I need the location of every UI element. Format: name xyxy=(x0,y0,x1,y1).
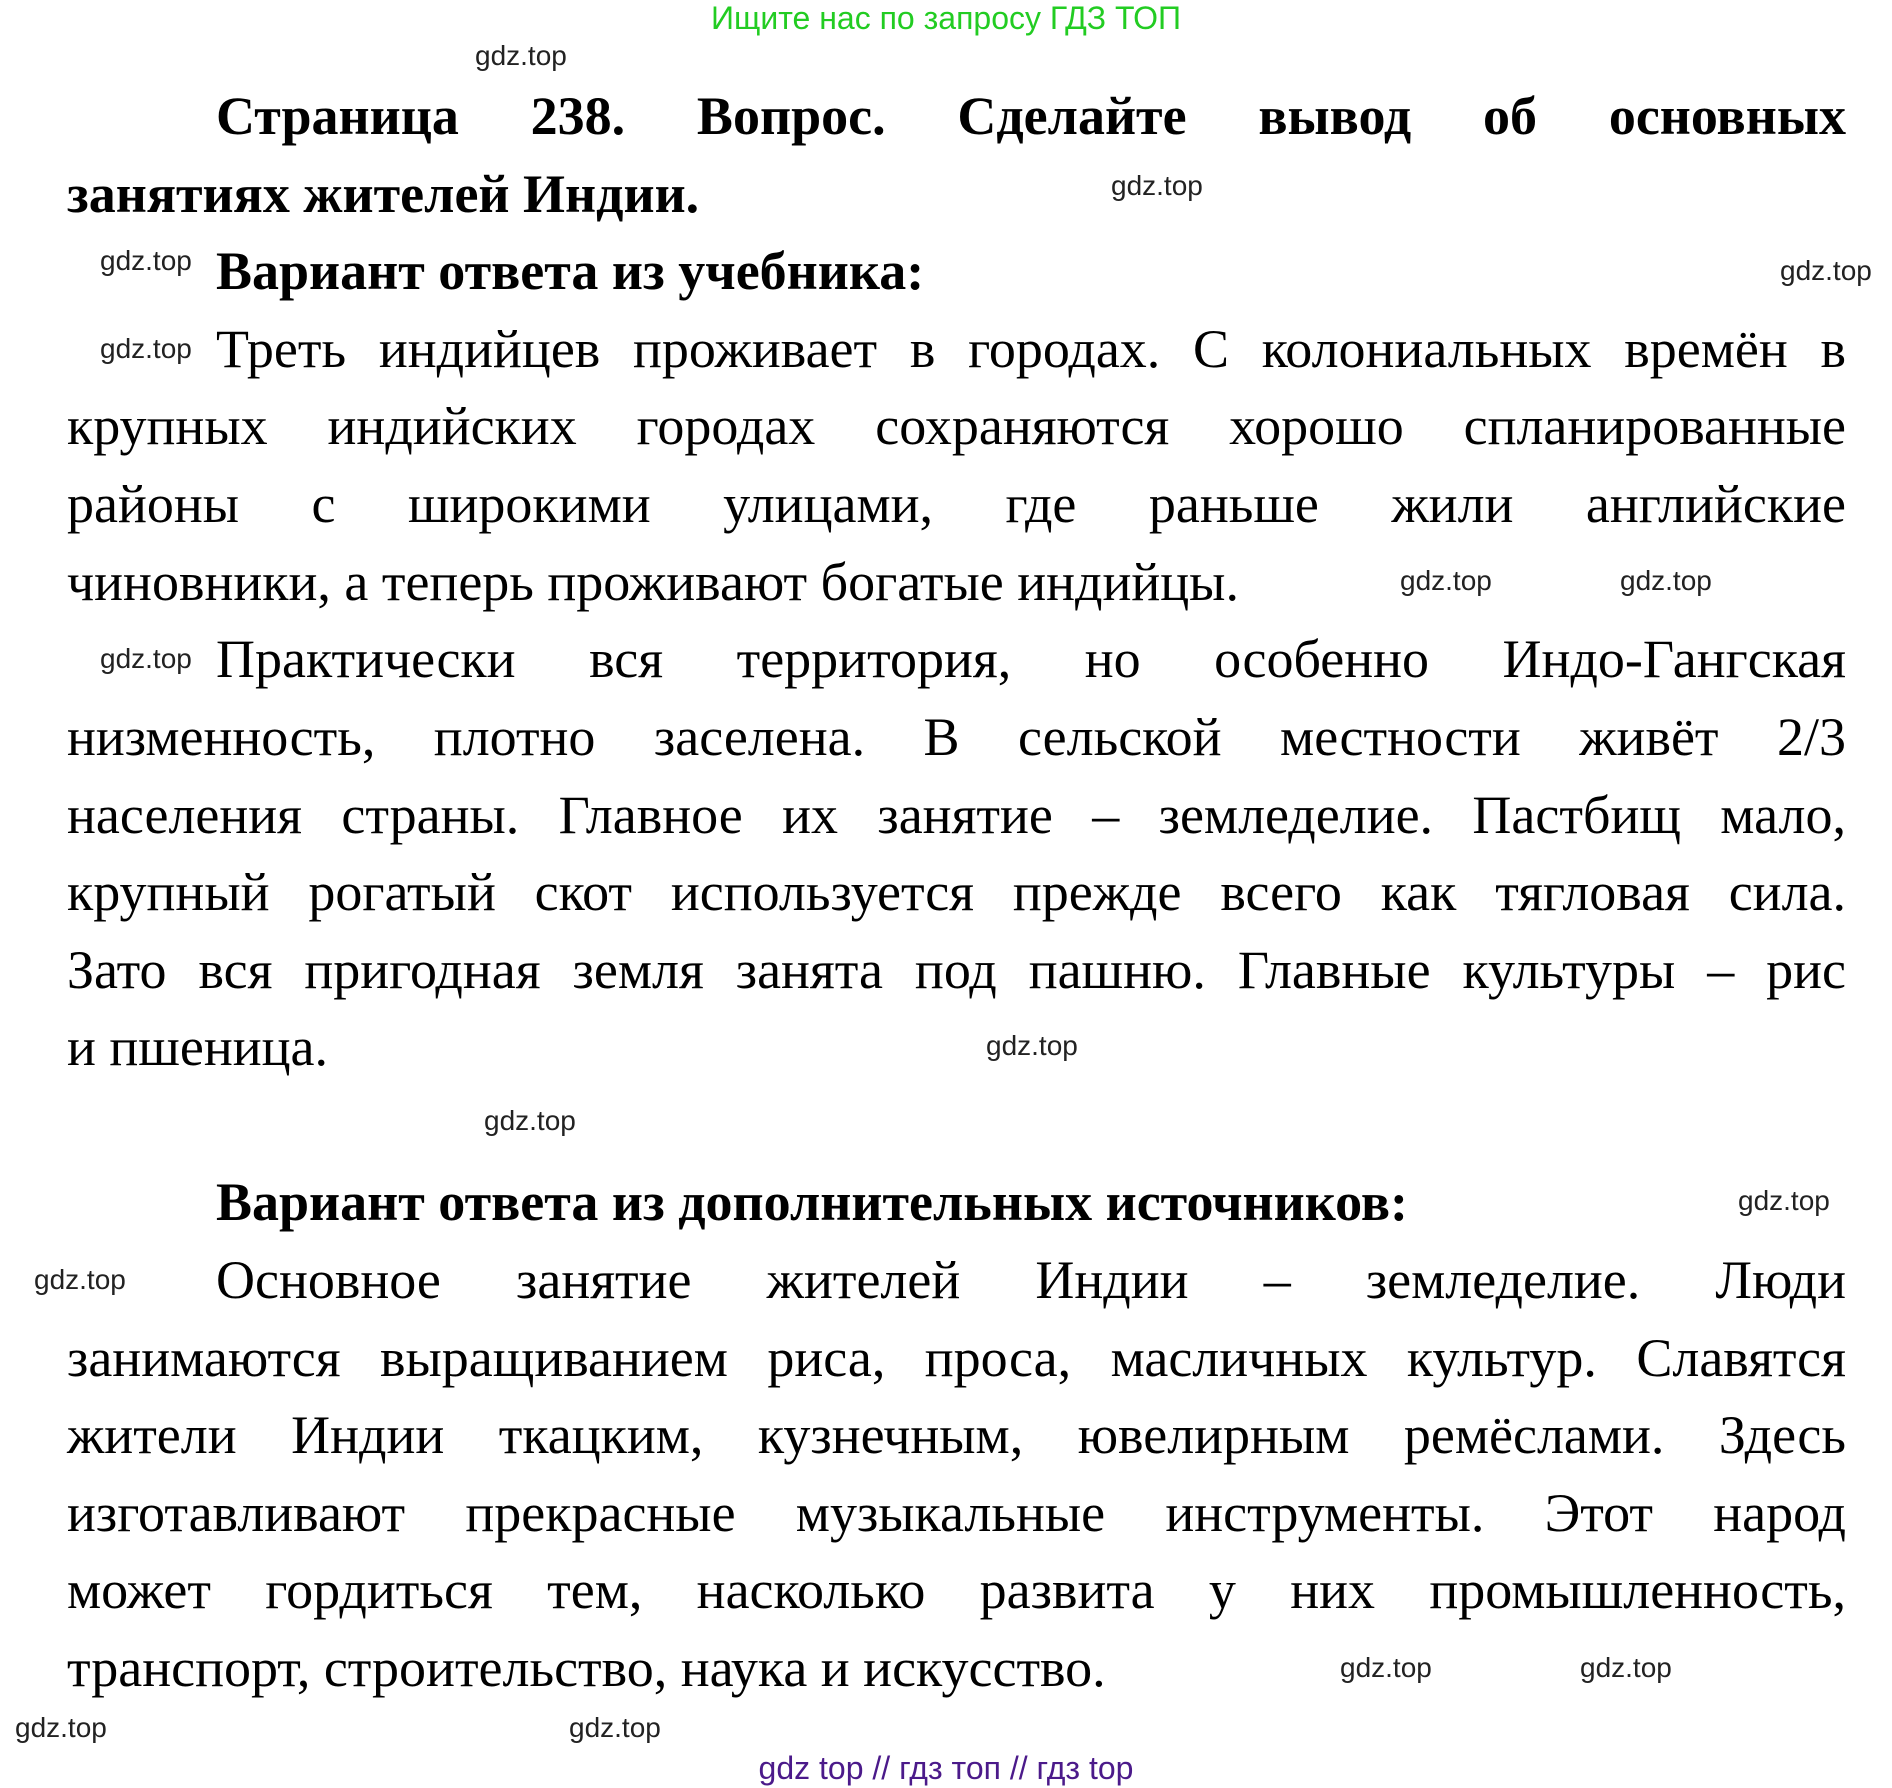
paragraph-line: и пшеница. xyxy=(67,1017,329,1077)
paragraph-line: жители Индии ткацким, кузнечным, ювелирным ремёслами. Здесь xyxy=(67,1405,1846,1465)
watermark: gdz.top xyxy=(1340,1652,1432,1683)
question-title-line-2: занятиях жителей Индии. xyxy=(67,164,700,224)
paragraph-line: низменность, плотно заселена. В сельской местности живёт 2/3 xyxy=(67,707,1846,767)
watermark: gdz.top xyxy=(34,1264,126,1295)
paragraph-line: изготавливают прекрасные музыкальные инструменты. Этот народ xyxy=(67,1483,1846,1543)
watermark: gdz.top xyxy=(100,643,192,674)
paragraph-line: может гордиться тем, насколько развита у них промышленность, xyxy=(67,1560,1846,1620)
watermark: gdz.top xyxy=(569,1712,661,1743)
watermark: gdz.top xyxy=(1400,565,1492,596)
watermark: gdz.top xyxy=(1620,565,1712,596)
paragraph-line: крупных индийских городах сохраняются хорошо спланированные xyxy=(67,396,1846,456)
paragraph-line: Зато вся пригодная земля занята под пашню. Главные культуры – рис xyxy=(67,940,1846,1000)
watermark: gdz.top xyxy=(1780,255,1872,286)
watermark: gdz.top xyxy=(100,333,192,364)
paragraph-line: транспорт, строительство, наука и искусство. xyxy=(67,1638,1106,1698)
watermark: gdz.top xyxy=(15,1712,107,1743)
paragraph-line: крупный рогатый скот используется прежде всего как тягловая сила. xyxy=(67,862,1846,922)
watermark: gdz.top xyxy=(1738,1185,1830,1216)
textbook-answer-heading: Вариант ответа из учебника: xyxy=(216,241,925,301)
additional-answer-heading: Вариант ответа из дополнительных источников: xyxy=(216,1172,1408,1232)
paragraph-line: занимаются выращиванием риса, проса, масличных культур. Славятся xyxy=(67,1328,1846,1388)
paragraph-line: Практически вся территория, но особенно Индо-Гангская xyxy=(216,629,1846,689)
paragraph-line: районы с широкими улицами, где раньше жили английские xyxy=(67,474,1846,534)
paragraph-line: Треть индийцев проживает в городах. С колониальных времён в xyxy=(216,319,1846,379)
top-banner: Ищите нас по запросу ГДЗ ТОП xyxy=(711,0,1181,36)
watermark: gdz.top xyxy=(1580,1652,1672,1683)
watermark: gdz.top xyxy=(475,40,567,71)
watermark: gdz.top xyxy=(986,1030,1078,1061)
watermark: gdz.top xyxy=(1111,170,1203,201)
bottom-banner: gdz top // гдз топ // гдз top xyxy=(758,1750,1134,1786)
question-title-line-1: Страница 238. Вопрос. Сделайте вывод об основных xyxy=(216,86,1846,146)
watermark: gdz.top xyxy=(484,1105,576,1136)
watermark: gdz.top xyxy=(100,245,192,276)
paragraph-line: Основное занятие жителей Индии – земледелие. Люди xyxy=(216,1250,1846,1310)
paragraph-line: чиновники, а теперь проживают богатые индийцы. xyxy=(67,552,1239,612)
paragraph-line: населения страны. Главное их занятие – земледелие. Пастбищ мало, xyxy=(67,785,1846,845)
